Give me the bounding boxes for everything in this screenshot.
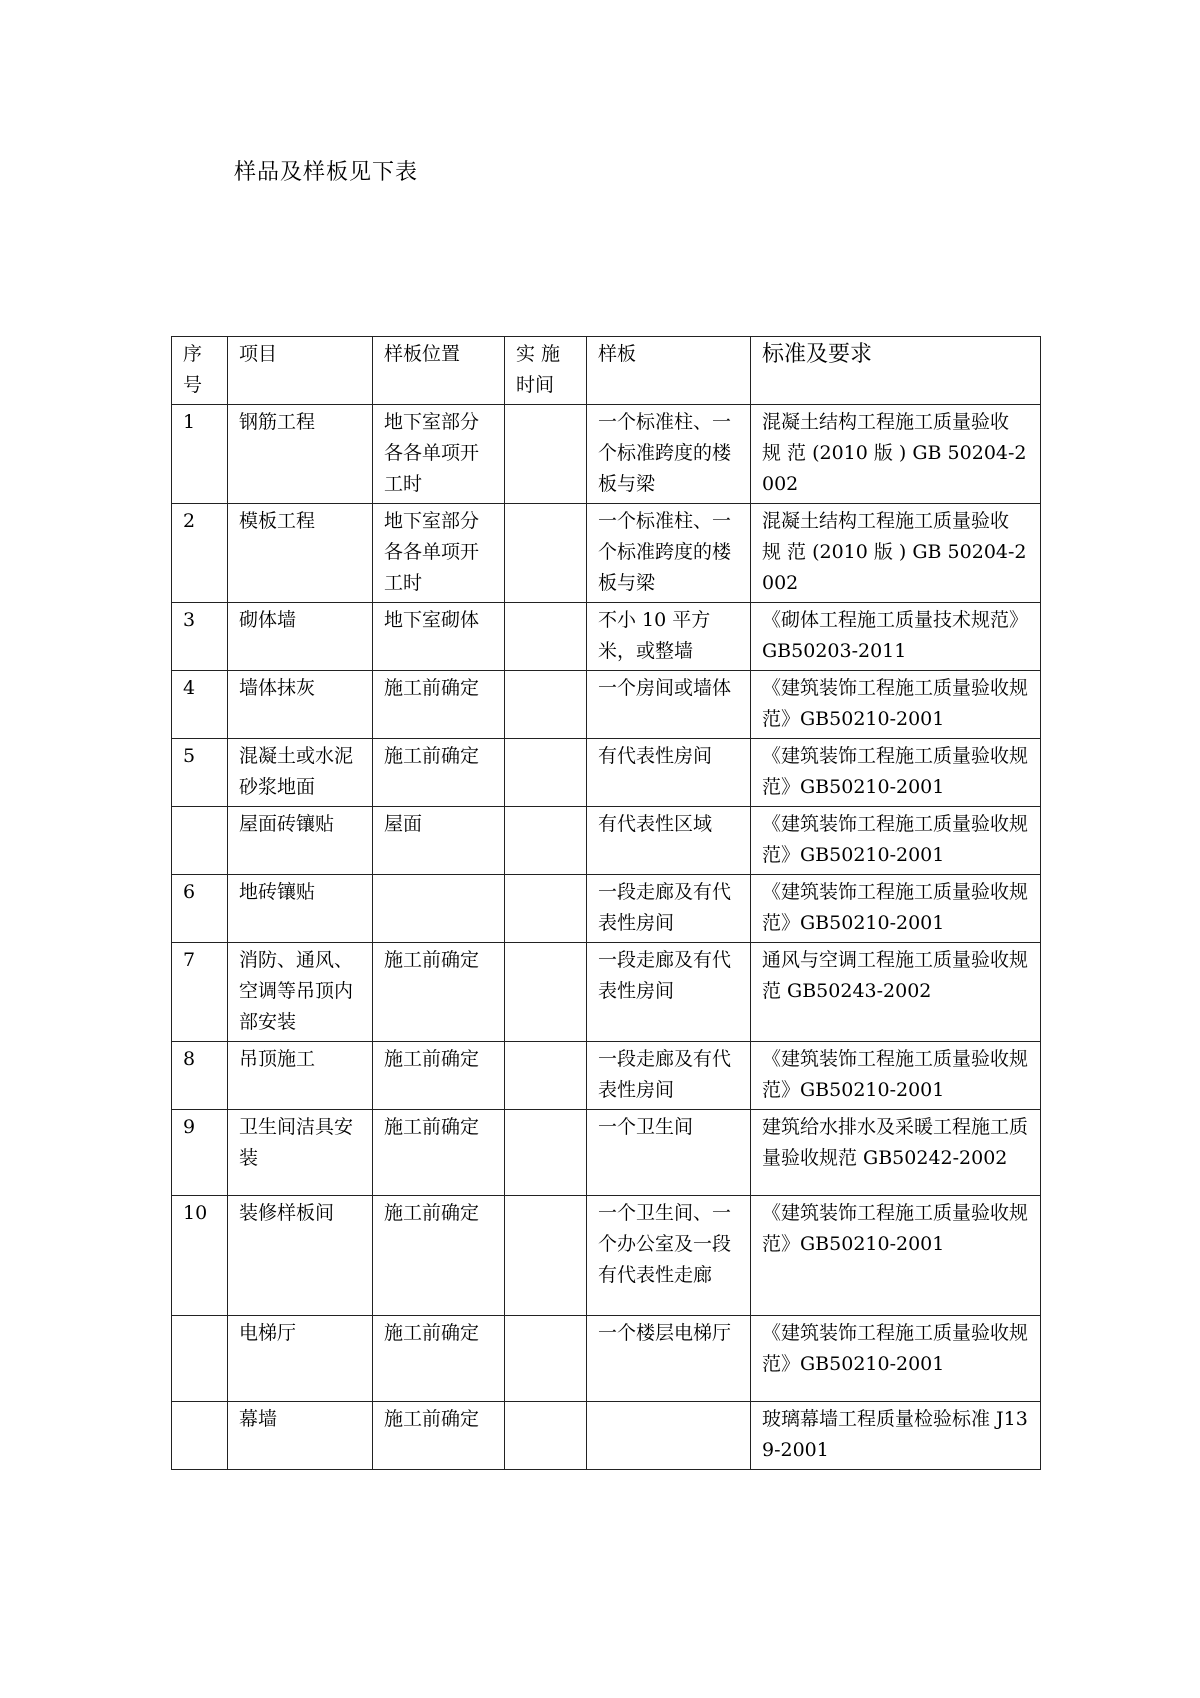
row-item-cell: 墙体抹灰: [228, 671, 373, 739]
row-standard-cell: 《建筑装饰工程施工质量验收规范》GB50210-2001: [751, 1042, 1041, 1110]
table-row: [172, 405, 1041, 504]
sample-table: [171, 336, 1041, 1470]
row-standard-cell: 《建筑装饰工程施工质量验收规范》GB50210-2001: [751, 875, 1041, 943]
row-sample-cell: 一段走廊及有代表性房间: [587, 875, 751, 943]
table-row: [172, 1042, 1041, 1110]
row-no-cell: [172, 1316, 228, 1402]
row-time-cell: [505, 1110, 587, 1196]
row-location-cell: 施工前确定: [373, 1196, 505, 1316]
row-time-cell: [505, 1196, 587, 1316]
row-no-cell: [172, 807, 228, 875]
row-location-cell: 地下室部分各各单项开工时: [373, 405, 505, 504]
table-row: [172, 875, 1041, 943]
table-header-row: [172, 337, 1041, 405]
row-no-cell: 6: [172, 875, 228, 943]
row-no-cell: 4: [172, 671, 228, 739]
table-row: [172, 671, 1041, 739]
table-row: [172, 1110, 1041, 1196]
row-no-cell: 7: [172, 943, 228, 1042]
table-body: [172, 405, 1041, 1470]
row-time-cell: [505, 603, 587, 671]
table-row: [172, 1196, 1041, 1316]
row-item-cell: 吊顶施工: [228, 1042, 373, 1110]
row-time-cell: [505, 504, 587, 603]
row-sample-cell: 一个标准柱、一个标准跨度的楼板与梁: [587, 504, 751, 603]
row-no-cell: 3: [172, 603, 228, 671]
row-standard-cell: 《建筑装饰工程施工质量验收规范》GB50210-2001: [751, 1196, 1041, 1316]
row-time-cell: [505, 1402, 587, 1470]
row-time-cell: [505, 875, 587, 943]
row-location-cell: 施工前确定: [373, 1402, 505, 1470]
row-standard-cell: 《建筑装饰工程施工质量验收规范》GB50210-2001: [751, 671, 1041, 739]
row-location-cell: 施工前确定: [373, 1110, 505, 1196]
table-row: [172, 943, 1041, 1042]
row-sample-cell: 有代表性房间: [587, 739, 751, 807]
row-location-cell: 施工前确定: [373, 671, 505, 739]
row-location-cell: 施工前确定: [373, 1042, 505, 1110]
page-heading: 样品及样板见下表: [234, 160, 419, 185]
row-sample-cell: [587, 1402, 751, 1470]
row-sample-cell: 一个标准柱、一个标准跨度的楼板与梁: [587, 405, 751, 504]
table-row: [172, 739, 1041, 807]
row-item-cell: 地砖镶贴: [228, 875, 373, 943]
row-location-cell: 施工前确定: [373, 943, 505, 1042]
row-location-cell: 地下室部分各各单项开工时: [373, 504, 505, 603]
header-no: 序号: [172, 337, 228, 405]
row-time-cell: [505, 739, 587, 807]
row-location-cell: 屋面: [373, 807, 505, 875]
row-item-cell: 卫生间洁具安装: [228, 1110, 373, 1196]
row-standard-cell: 《建筑装饰工程施工质量验收规范》GB50210-2001: [751, 1316, 1041, 1402]
header-item: 项目: [228, 337, 373, 405]
row-no-cell: 5: [172, 739, 228, 807]
row-sample-cell: 一个卫生间: [587, 1110, 751, 1196]
row-item-cell: 钢筋工程: [228, 405, 373, 504]
row-standard-cell: 通风与空调工程施工质量验收规范 GB50243-2002: [751, 943, 1041, 1042]
row-no-cell: 2: [172, 504, 228, 603]
row-sample-cell: 不小 10 平方米，或整墙: [587, 603, 751, 671]
table-row: [172, 1316, 1041, 1402]
header-sample: 样板: [587, 337, 751, 405]
row-sample-cell: 一个房间或墙体: [587, 671, 751, 739]
row-standard-cell: 《建筑装饰工程施工质量验收规范》GB50210-2001: [751, 739, 1041, 807]
row-no-cell: 9: [172, 1110, 228, 1196]
row-standard-cell: 混凝土结构工程施工质量验收 规 范 (2010 版 ) GB 50204-2002: [751, 405, 1041, 504]
row-sample-cell: 一个卫生间、一个办公室及一段有代表性走廊: [587, 1196, 751, 1316]
row-time-cell: [505, 405, 587, 504]
row-time-cell: [505, 807, 587, 875]
table-row: [172, 1402, 1041, 1470]
table-row: [172, 807, 1041, 875]
header-time: 实 施 时间: [505, 337, 587, 405]
table-row: [172, 504, 1041, 603]
row-item-cell: 砌体墙: [228, 603, 373, 671]
row-sample-cell: 一个楼层电梯厅: [587, 1316, 751, 1402]
row-item-cell: 屋面砖镶贴: [228, 807, 373, 875]
row-item-cell: 混凝土或水泥砂浆地面: [228, 739, 373, 807]
row-item-cell: 模板工程: [228, 504, 373, 603]
row-sample-cell: 一段走廊及有代表性房间: [587, 1042, 751, 1110]
row-no-cell: [172, 1402, 228, 1470]
row-time-cell: [505, 1316, 587, 1402]
row-no-cell: 1: [172, 405, 228, 504]
row-item-cell: 电梯厅: [228, 1316, 373, 1402]
row-location-cell: 地下室砌体: [373, 603, 505, 671]
row-standard-cell: 建筑给水排水及采暖工程施工质量验收规范 GB50242-2002: [751, 1110, 1041, 1196]
row-sample-cell: 一段走廊及有代表性房间: [587, 943, 751, 1042]
row-time-cell: [505, 1042, 587, 1110]
header-standard: 标准及要求: [751, 337, 1041, 405]
row-item-cell: 消防、通风、空调等吊顶内部安装: [228, 943, 373, 1042]
row-standard-cell: 《砌体工程施工质量技术规范》GB50203-2011: [751, 603, 1041, 671]
row-location-cell: 施工前确定: [373, 739, 505, 807]
row-location-cell: [373, 875, 505, 943]
row-item-cell: 幕墙: [228, 1402, 373, 1470]
table-row: [172, 603, 1041, 671]
row-item-cell: 装修样板间: [228, 1196, 373, 1316]
row-no-cell: 8: [172, 1042, 228, 1110]
row-location-cell: 施工前确定: [373, 1316, 505, 1402]
row-standard-cell: 玻璃幕墙工程质量检验标准 J139-2001: [751, 1402, 1041, 1470]
row-sample-cell: 有代表性区域: [587, 807, 751, 875]
row-standard-cell: 混凝土结构工程施工质量验收 规 范 (2010 版 ) GB 50204-2002: [751, 504, 1041, 603]
row-time-cell: [505, 943, 587, 1042]
header-location: 样板位置: [373, 337, 505, 405]
row-time-cell: [505, 671, 587, 739]
row-no-cell: 10: [172, 1196, 228, 1316]
row-standard-cell: 《建筑装饰工程施工质量验收规范》GB50210-2001: [751, 807, 1041, 875]
